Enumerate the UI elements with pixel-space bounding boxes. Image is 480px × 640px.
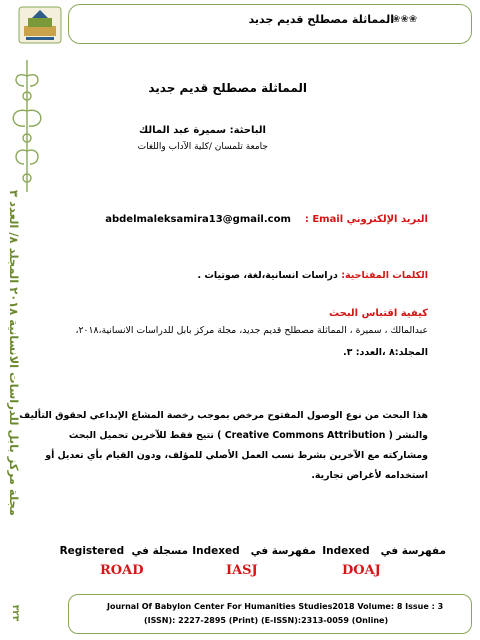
citation-heading: كيفية اقتباس البحث bbox=[329, 308, 428, 319]
index-road-label: مسجلة في Registered bbox=[59, 545, 188, 557]
license-line: والنشر ( Creative Commons Attribution ) تتيح فقط للآخرين تحميل البحث bbox=[68, 430, 428, 441]
email-link[interactable]: abdelmaleksamira13@gmail.com bbox=[105, 214, 291, 225]
index-doaj bbox=[318, 545, 446, 578]
floral-ornament-icon bbox=[4, 56, 50, 196]
header-ornament: ❀❀❀ bbox=[392, 14, 418, 25]
index-road bbox=[59, 545, 188, 578]
index-doaj-label: مفهرسة في Indexed bbox=[322, 545, 446, 557]
index-iasj-name: IASJ bbox=[226, 563, 258, 578]
researcher-affiliation: جامعة تلمسان /كلية الآداب واللغات bbox=[137, 142, 268, 152]
keywords-value: دراسات انسانية،لغة، صوتيات . bbox=[197, 270, 338, 281]
page-number: ٣٢٣ bbox=[10, 604, 21, 622]
email-label: البريد الإلكتروني Email : bbox=[304, 214, 428, 225]
license-line: ومشاركته مع الآخرين بشرط نسب العمل الأصلي للمؤلف، ودون القيام بأي تعديل أو bbox=[45, 450, 428, 461]
license-line: استخدامه لأغراض تجارية. bbox=[311, 470, 428, 481]
journal-logo-icon bbox=[18, 6, 62, 44]
license-line: هذا البحث من نوع الوصول المفتوح مرخص بموجب رخصة المشاع الإبداعي لحقوق التأليف bbox=[19, 410, 428, 421]
index-doaj-name: DOAJ bbox=[342, 563, 381, 578]
keywords-row bbox=[197, 270, 428, 281]
citation-text: عبدالمالك ، سميرة ، المماثلة مصطلح قديم جديد، مجلة مركز بابل للدراسات الانسانية،٢٠١٨، bbox=[75, 325, 428, 336]
index-iasj-label: مفهرسة في Indexed bbox=[192, 545, 316, 557]
footer-journal-info: Journal Of Babylon Center For Humanities Studies2018 Volume: 8 Issue : 3 bbox=[107, 602, 444, 611]
researcher-name: الباحثة: سميرة عبد المالك bbox=[139, 125, 266, 136]
sidebar-journal-text: مجلة مركز بابل للدراسات الانسانية ٢٠١٨ المجلد ٨/ العدد ٣ bbox=[7, 190, 21, 516]
citation-volume: المجلد:٨ ،العدد: ٣. bbox=[342, 347, 428, 358]
article-title: المماثلة مصطلح قديم جديد bbox=[148, 81, 307, 95]
running-header-title: المماثلة مصطلح قديم جديد bbox=[248, 13, 394, 26]
index-iasj bbox=[188, 545, 316, 578]
index-road-name: ROAD bbox=[100, 563, 144, 578]
footer-issn: (ISSN): 2227-2895 (Print) (E-ISSN):2313-0059 (Online) bbox=[144, 616, 389, 625]
email-row bbox=[105, 214, 428, 225]
keywords-label: الكلمات المفتاحية: bbox=[341, 270, 428, 281]
footer-frame bbox=[68, 594, 472, 634]
